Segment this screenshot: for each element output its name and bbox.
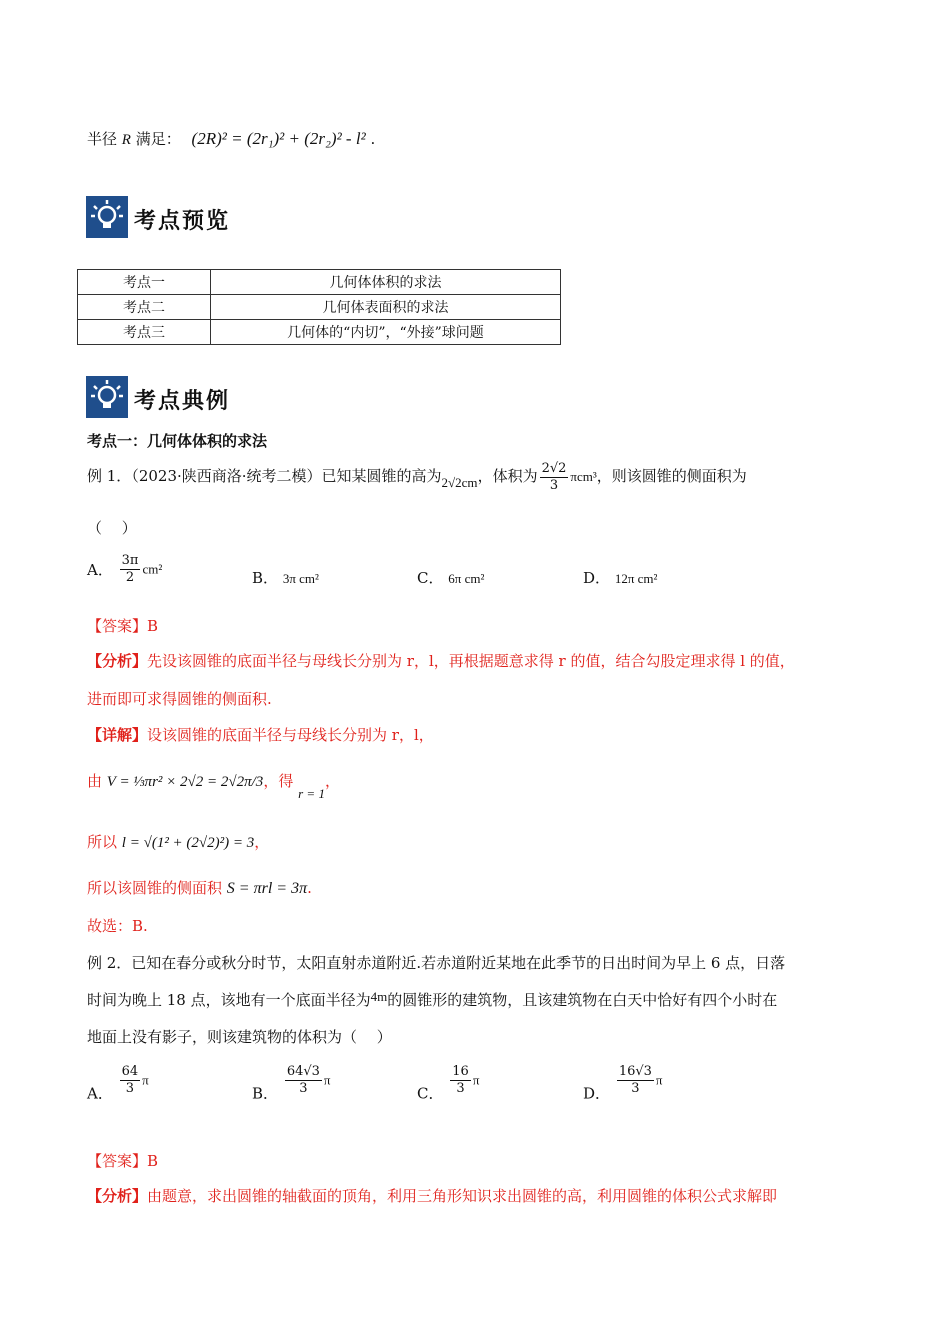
option-fraction [617, 1064, 654, 1097]
option-b [252, 1064, 331, 1104]
option-letter: A． [87, 561, 113, 579]
example1-paren: （ ） [87, 519, 137, 537]
topic-heading: 考点一：几何体体积的求法 [87, 432, 268, 450]
option-fraction [450, 1064, 471, 1097]
example2-line1: 例 2．已知在春分或秋分时节，太阳直射赤道附近.若赤道附近某地在此季节的日出时间为早上 6 点，日落 [87, 954, 786, 972]
example1-analysis [87, 650, 795, 671]
table-cell-value: 几何体体积的求法 [211, 270, 561, 295]
detail-prefix: 所以该圆锥的侧面积 [87, 879, 223, 897]
option-letter: D． [583, 569, 611, 587]
fraction-denominator: 3 [125, 1081, 135, 1096]
fraction-denominator: 2 [125, 570, 135, 585]
example2-text: 的圆锥形的建筑物，且该建筑物在白天中恰好有四个小时在 [387, 991, 778, 1009]
example1-mid: ，体积为 [477, 467, 538, 485]
example2-text: 时间为晚上 18 点，该地有一个底面半径为 [87, 991, 371, 1009]
table-cell-value: 几何体表面积的求法 [211, 295, 561, 320]
fraction-numerator: 16 [452, 1064, 469, 1079]
example1-height: 2√2cm [441, 475, 478, 490]
option-fraction [120, 1064, 141, 1097]
option-letter: C． [417, 569, 444, 587]
detail-text: 设该圆锥的底面半径与母线长分别为 r，l， [147, 726, 434, 744]
option-tail: π [142, 1072, 149, 1088]
detail-formula: V = ⅓πr² × 2√2 = 2√2π/3 [106, 774, 264, 790]
fraction-numerator: 3π [121, 553, 139, 568]
option-text: 6π cm² [448, 571, 485, 586]
detail-formula: l = √(1² + (2√2)²) = 3 [121, 835, 255, 851]
example1-question [87, 454, 747, 505]
option-letter: C． [417, 1084, 444, 1103]
example2-unit: 4m [370, 989, 388, 1004]
example1-detail-line3 [87, 831, 269, 852]
option-fraction [120, 553, 141, 586]
option-d [583, 1064, 663, 1104]
detail-end: . [307, 879, 312, 897]
analysis-label: 【分析】 [87, 652, 148, 670]
preview-table [77, 269, 561, 345]
option-text: 12π cm² [614, 571, 658, 586]
option-a [87, 553, 162, 586]
analysis-label: 【分析】 [87, 1187, 148, 1205]
option-a [87, 1064, 149, 1104]
table-row [78, 295, 561, 320]
example2-analysis [87, 1185, 777, 1206]
example1-volume-unit: πcm³ [570, 469, 597, 484]
intro-var: R [121, 132, 131, 148]
table-row [78, 270, 561, 295]
detail-mid: ，得 [263, 772, 294, 790]
intro-prefix: 半径 [87, 130, 118, 148]
detail-end: ， [254, 833, 270, 851]
example1-analysis-line2: 进而即可求得圆锥的侧面积. [87, 690, 272, 708]
option-tail: π [323, 1072, 331, 1088]
fraction-numerator: 64√3 [286, 1064, 320, 1079]
example1-detail [87, 724, 434, 745]
example1-answer: 【答案】B [87, 617, 159, 635]
fraction-denominator: 3 [549, 477, 559, 493]
example1-detail-line2 [87, 770, 340, 801]
intro-formula: (2R)² = (2r₁)² + (2r₂)² - l² [191, 129, 366, 148]
option-letter: B． [252, 569, 279, 587]
table-cell-value: 几何体的“内切”，“外接”球问题 [211, 320, 561, 345]
option-tail: π [472, 1072, 480, 1088]
example1-source: （2023·陕西商洛·统考二模）已知某圆锥的高为 [131, 467, 442, 485]
option-c [417, 1064, 479, 1104]
example2-line2 [87, 989, 777, 1010]
option-letter: D． [583, 1084, 611, 1103]
intro-end: . [370, 130, 376, 148]
table-cell-key: 考点二 [78, 295, 211, 320]
analysis-text: 先设该圆锥的底面半径与母线长分别为 r，l，再根据题意求得 r 的值，结合勾股定理求得 l 的值， [147, 652, 795, 670]
example2-line3: 地面上没有影子，则该建筑物的体积为（ ） [87, 1028, 392, 1046]
detail-label: 【详解】 [87, 726, 148, 744]
analysis-text: 由题意，求出圆锥的轴截面的顶角，利用三角形知识求出圆锥的高，利用圆锥的体积公式求解即 [147, 1187, 778, 1205]
fraction-denominator: 3 [456, 1081, 465, 1096]
option-d [583, 567, 657, 588]
detail-prefix: 所以 [87, 833, 118, 851]
option-letter: A． [87, 1084, 113, 1103]
detail-result: r = 1 [298, 786, 325, 801]
detail-end: ， [324, 772, 340, 790]
example1-end: ，则该圆锥的侧面积为 [596, 467, 747, 485]
table-cell-key: 考点三 [78, 320, 211, 345]
option-letter: B． [252, 1084, 279, 1103]
example1-label: 例 1． [87, 467, 132, 485]
example1-volume-fraction [540, 461, 569, 494]
option-c [417, 567, 484, 588]
example2-answer: 【答案】B [87, 1152, 159, 1170]
option-text: 3π cm² [282, 571, 319, 586]
example1-choice: 故选：B. [87, 917, 148, 935]
option-fraction [285, 1064, 322, 1097]
detail-prefix: 由 [87, 772, 103, 790]
example1-detail-line4 [87, 877, 312, 898]
table-row [78, 320, 561, 345]
table-cell-key: 考点一 [78, 270, 211, 295]
fraction-denominator: 3 [299, 1081, 308, 1096]
detail-formula: S = πrl = 3π [226, 880, 308, 897]
intro-line [87, 128, 375, 149]
fraction-numerator: 2√2 [541, 460, 567, 476]
intro-suffix: 满足： [135, 130, 181, 148]
option-unit: cm² [142, 561, 163, 577]
option-tail: π [655, 1072, 663, 1088]
lightbulb-icon [86, 196, 128, 238]
fraction-numerator: 64 [121, 1064, 139, 1079]
lightbulb-icon [86, 376, 128, 418]
option-b [252, 567, 319, 588]
fraction-numerator: 16√3 [618, 1064, 652, 1079]
fraction-denominator: 3 [631, 1081, 640, 1096]
section-preview-title: 考点预览 [134, 209, 231, 234]
section-examples-title: 考点典例 [134, 389, 231, 414]
